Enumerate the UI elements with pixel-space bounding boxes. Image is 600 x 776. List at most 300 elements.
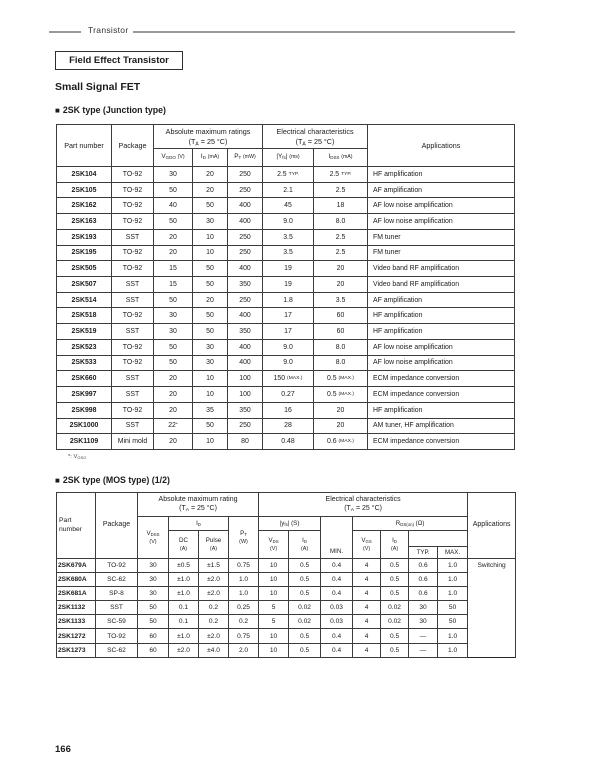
pt-cell: 250 xyxy=(228,418,263,434)
table-row xyxy=(57,245,515,261)
rds-typ-cell: 0.6 xyxy=(409,573,438,587)
vgs-cell: 4 xyxy=(353,601,381,615)
idss-cell: 3.5 xyxy=(314,292,368,308)
vgdo-cell: 50 xyxy=(154,292,193,308)
col-id-b: $I_D$ (A) xyxy=(381,531,409,559)
package-cell: TO-92 xyxy=(112,214,154,230)
rds-max-cell: 50 xyxy=(438,601,468,615)
id-cell: 30 xyxy=(193,355,228,371)
table-row xyxy=(57,402,515,418)
pt-cell: 1.0 xyxy=(229,587,259,601)
vgdo-cell: 50 xyxy=(154,214,193,230)
id-cell: 20 xyxy=(193,292,228,308)
footnote-sub: GSO xyxy=(77,455,87,460)
vgdo-cell: 30 xyxy=(154,324,193,340)
yfs-min-cell: 0.4 xyxy=(321,587,353,601)
pt-cell: 250 xyxy=(228,182,263,198)
col-applications: Applications xyxy=(468,493,516,559)
part-number-cell: 2SK195 xyxy=(57,245,112,261)
yfs-cell: 17 xyxy=(263,308,314,324)
rds-typ-cell: 30 xyxy=(409,615,438,629)
application-cell: AF low noise amplification xyxy=(368,198,515,214)
pt-cell: 250 xyxy=(228,292,263,308)
col-part-number: Part number xyxy=(57,493,96,559)
id-pulse-cell: ±2.0 xyxy=(199,573,229,587)
vgs-cell: 4 xyxy=(353,587,381,601)
col-applications: Applications xyxy=(368,125,515,167)
vgs-cell: 4 xyxy=(353,643,381,657)
rds-spacer-cell xyxy=(409,531,468,547)
footnote-text: *: V xyxy=(68,454,78,460)
application-cell: ECM impedance conversion xyxy=(368,371,515,387)
yfs-cell: 1.8 xyxy=(263,292,314,308)
col-pt: $P_T$ (W) xyxy=(229,517,259,559)
part-number-cell: 2SK1132 xyxy=(57,601,96,615)
id2-cell: 0.02 xyxy=(381,615,409,629)
vgdo-cell: 40 xyxy=(154,198,193,214)
vds-cell: 10 xyxy=(259,629,289,643)
application-cell xyxy=(468,601,516,615)
pt-cell: 350 xyxy=(228,324,263,340)
col-group-yfs: $|y_{fs}|$ (S) xyxy=(259,517,321,531)
yfs-cell: 0.48 xyxy=(263,434,314,450)
header-rule-left xyxy=(49,31,81,33)
package-cell: TO-92 xyxy=(112,402,154,418)
vdss-cell: 50 xyxy=(138,601,169,615)
section-title-junction-label: 2SK type (Junction type) xyxy=(62,105,166,115)
vds-cell: 5 xyxy=(259,601,289,615)
id-pulse-cell: ±4.0 xyxy=(199,643,229,657)
id-dc-cell: 0.1 xyxy=(169,601,199,615)
table-row xyxy=(57,371,515,387)
id-cell: 30 xyxy=(193,214,228,230)
package-cell: SST xyxy=(112,418,154,434)
vgdo-cell: 20 xyxy=(154,387,193,403)
page-number: 166 xyxy=(55,744,71,755)
abs-max-label: Absolute maximum ratings xyxy=(165,127,251,137)
rds-typ-cell: 0.6 xyxy=(409,559,438,573)
part-number-cell: 2SK1000 xyxy=(57,418,112,434)
yfs-min-cell: 0.03 xyxy=(321,601,353,615)
id2-cell: 0.5 xyxy=(381,629,409,643)
application-cell: HF amplification xyxy=(368,308,515,324)
package-cell: TO-92 xyxy=(112,245,154,261)
table-row xyxy=(57,182,515,198)
idss-cell: 8.0 xyxy=(314,214,368,230)
part-number-cell: 2SK104 xyxy=(57,167,112,183)
rds-typ-cell: — xyxy=(409,629,438,643)
application-cell: ECM impedance conversion xyxy=(368,387,515,403)
part-number-cell: 2SK679A xyxy=(57,559,96,573)
section-title-mos xyxy=(55,475,170,485)
page-title: Small Signal FET xyxy=(55,81,141,93)
table-row xyxy=(57,355,515,371)
application-cell: Switching xyxy=(468,559,516,573)
yfs-cell: 9.0 xyxy=(263,339,314,355)
idss-cell: 2.5 xyxy=(314,229,368,245)
rds-typ-cell: 30 xyxy=(409,601,438,615)
idss-cell: 0.5 (MAX.) xyxy=(314,387,368,403)
package-cell: SST xyxy=(112,292,154,308)
package-cell: SST xyxy=(96,601,138,615)
yfs-cell: 16 xyxy=(263,402,314,418)
application-cell: HF amplification xyxy=(368,167,515,183)
id-cell: 10 xyxy=(193,245,228,261)
id-cell: 50 xyxy=(193,261,228,277)
rds-max-cell: 50 xyxy=(438,615,468,629)
package-cell: SST xyxy=(112,371,154,387)
vgdo-cell: 30 xyxy=(154,308,193,324)
vdss-cell: 30 xyxy=(138,587,169,601)
section-title-junction xyxy=(55,105,166,115)
footnote xyxy=(68,454,86,460)
package-cell: SST xyxy=(112,229,154,245)
col-part-number: Part number xyxy=(57,125,112,167)
pt-cell: 250 xyxy=(228,229,263,245)
part-number-cell: 2SK505 xyxy=(57,261,112,277)
yfs-cell: 2.5 TYP. xyxy=(263,167,314,183)
table-row xyxy=(57,198,515,214)
id-pulse-cell: ±1.5 xyxy=(199,559,229,573)
id-cell: 0.5 xyxy=(289,573,321,587)
vgdo-cell: 20 xyxy=(154,229,193,245)
application-cell: FM tuner xyxy=(368,245,515,261)
yfs-min-cell: 0.4 xyxy=(321,573,353,587)
abs-max-cond-post: = 25 °C) xyxy=(198,136,228,146)
vds-cell: 5 xyxy=(259,615,289,629)
mos-type-table xyxy=(56,492,516,658)
part-number-cell: 2SK998 xyxy=(57,402,112,418)
id2-cell: 0.5 xyxy=(381,587,409,601)
col-id-dc: DC (A) xyxy=(169,531,199,559)
vgdo-cell: 20 xyxy=(154,434,193,450)
application-cell: HF amplification xyxy=(368,402,515,418)
pt-cell: 0.75 xyxy=(229,629,259,643)
vdss-cell: 60 xyxy=(138,643,169,657)
pt-cell: 250 xyxy=(228,167,263,183)
pt-cell: 2.0 xyxy=(229,643,259,657)
vds-cell: 10 xyxy=(259,587,289,601)
part-number-cell: 2SK1133 xyxy=(57,615,96,629)
package-cell: TO-92 xyxy=(96,559,138,573)
table-row xyxy=(57,214,515,230)
part-number-cell: 2SK997 xyxy=(57,387,112,403)
vgdo-cell: 50 xyxy=(154,182,193,198)
table-row xyxy=(57,229,515,245)
id-pulse-cell: ±2.0 xyxy=(199,629,229,643)
col-id-pulse: Pulse (A) xyxy=(199,531,229,559)
col-vgdo: $V_{GDO}$ (V) xyxy=(154,149,193,167)
pt-cell: 400 xyxy=(228,355,263,371)
table-row xyxy=(57,324,515,340)
vgdo-cell: 22* xyxy=(154,418,193,434)
id-dc-cell: ±1.0 xyxy=(169,629,199,643)
application-cell xyxy=(468,629,516,643)
pt-cell: 400 xyxy=(228,198,263,214)
table-row xyxy=(57,308,515,324)
part-number-cell: 2SK162 xyxy=(57,198,112,214)
col-package: Package xyxy=(96,493,138,559)
rds-max-cell: 1.0 xyxy=(438,643,468,657)
application-cell: AF amplification xyxy=(368,182,515,198)
id-cell: 0.5 xyxy=(289,629,321,643)
package-cell: TO-92 xyxy=(112,182,154,198)
col-yfs: $|Y_{fs}|$ (ms) xyxy=(263,149,314,167)
pt-cell: 100 xyxy=(228,387,263,403)
vgs-cell: 4 xyxy=(353,573,381,587)
vgdo-cell: 20 xyxy=(154,371,193,387)
pt-cell: 0.2 xyxy=(229,615,259,629)
id-cell: 10 xyxy=(193,387,228,403)
id-cell: 20 xyxy=(193,167,228,183)
abs-max-label: Absolute maximum rating xyxy=(158,495,238,503)
vgdo-cell: 50 xyxy=(154,339,193,355)
vgdo-cell: 50 xyxy=(154,355,193,371)
pt-cell: 100 xyxy=(228,371,263,387)
vdss-cell: 30 xyxy=(138,559,169,573)
table-row xyxy=(57,292,515,308)
rds-max-cell: 1.0 xyxy=(438,573,468,587)
rds-typ-cell: 0.6 xyxy=(409,587,438,601)
id-cell: 0.02 xyxy=(289,601,321,615)
yfs-cell: 0.27 xyxy=(263,387,314,403)
idss-cell: 8.0 xyxy=(314,339,368,355)
package-cell: SP-8 xyxy=(96,587,138,601)
abs-max-cond-sub: A xyxy=(195,140,199,147)
abs-max-cond: (T xyxy=(188,136,196,146)
part-number-cell: 2SK680A xyxy=(57,573,96,587)
col-id: $I_D$ (mA) xyxy=(193,149,228,167)
section-title-mos-label: 2SK type (MOS type) (1/2) xyxy=(62,475,170,485)
idss-cell: 18 xyxy=(314,198,368,214)
table-row xyxy=(57,434,515,450)
yfs-min-cell: 0.4 xyxy=(321,629,353,643)
idss-cell: 60 xyxy=(314,324,368,340)
col-group-elec: Electrical characteristics ($T_A = 25$ °C) xyxy=(259,493,468,517)
package-cell: TO-92 xyxy=(112,308,154,324)
header-rule-right xyxy=(133,31,515,33)
table-row xyxy=(57,339,515,355)
col-id-a: $I_D$ (A) xyxy=(289,531,321,559)
fet-title-label: Field Effect Transistor xyxy=(69,55,169,66)
pt-cell: 80 xyxy=(228,434,263,450)
table-row xyxy=(57,261,515,277)
id-cell: 50 xyxy=(193,418,228,434)
idss-cell: 20 xyxy=(314,402,368,418)
part-number-cell: 2SK523 xyxy=(57,339,112,355)
id-cell: 10 xyxy=(193,434,228,450)
vds-cell: 10 xyxy=(259,573,289,587)
yfs-cell: 45 xyxy=(263,198,314,214)
id2-cell: 0.02 xyxy=(381,601,409,615)
application-cell xyxy=(468,587,516,601)
elec-cond-post: = 25 °C) xyxy=(305,136,335,146)
elec-label: Electrical characteristics xyxy=(276,127,354,137)
package-cell: TO-92 xyxy=(112,339,154,355)
col-typ: TYP. xyxy=(409,547,438,559)
vgs-cell: 4 xyxy=(353,629,381,643)
package-cell: TO-92 xyxy=(112,355,154,371)
id-cell: 10 xyxy=(193,229,228,245)
package-cell: TO-92 xyxy=(112,198,154,214)
rds-typ-cell: — xyxy=(409,643,438,657)
id-pulse-cell: 0.2 xyxy=(199,615,229,629)
application-cell: Video band RF amplification xyxy=(368,277,515,293)
table-row xyxy=(57,573,516,587)
col-group-abs-max xyxy=(154,125,263,149)
part-number-cell: 2SK514 xyxy=(57,292,112,308)
yfs-min-cell: 0.4 xyxy=(321,643,353,657)
part-number-cell: 2SK193 xyxy=(57,229,112,245)
vds-cell: 10 xyxy=(259,559,289,573)
part-number-cell: 2SK1272 xyxy=(57,629,96,643)
table-row xyxy=(57,387,515,403)
col-group-id: $I_D$ xyxy=(169,517,229,531)
vgdo-cell: 15 xyxy=(154,277,193,293)
square-bullet-icon: ■ xyxy=(55,106,60,115)
table-row xyxy=(57,615,516,629)
pt-cell: 350 xyxy=(228,402,263,418)
id-cell: 10 xyxy=(193,371,228,387)
pt-cell: 400 xyxy=(228,261,263,277)
idss-cell: 20 xyxy=(314,277,368,293)
pt-cell: 400 xyxy=(228,339,263,355)
idss-cell: 2.5 xyxy=(314,182,368,198)
vgs-cell: 4 xyxy=(353,615,381,629)
id-pulse-cell: ±2.0 xyxy=(199,587,229,601)
rds-max-cell: 1.0 xyxy=(438,587,468,601)
vgdo-cell: 20 xyxy=(154,245,193,261)
col-vdss: $V_{DSS}$ (V) xyxy=(138,517,169,559)
yfs-cell: 19 xyxy=(263,277,314,293)
idss-cell: 60 xyxy=(314,308,368,324)
yfs-min-cell: 0.4 xyxy=(321,559,353,573)
package-cell: SST xyxy=(112,324,154,340)
elec-cond-sub: A xyxy=(302,140,306,147)
part-number-cell: 2SK518 xyxy=(57,308,112,324)
yfs-cell: 9.0 xyxy=(263,355,314,371)
square-bullet-icon: ■ xyxy=(55,476,60,485)
application-cell: Video band RF amplification xyxy=(368,261,515,277)
header-label: Transistor xyxy=(88,25,129,35)
col-vds: $V_{DS}$ (V) xyxy=(259,531,289,559)
idss-cell: 2.5 TYP. xyxy=(314,167,368,183)
id-dc-cell: 0.1 xyxy=(169,615,199,629)
id-cell: 0.5 xyxy=(289,587,321,601)
part-number-cell: 2SK533 xyxy=(57,355,112,371)
yfs-cell: 9.0 xyxy=(263,214,314,230)
yfs-cell: 17 xyxy=(263,324,314,340)
table-row xyxy=(57,587,516,601)
id-cell: 20 xyxy=(193,182,228,198)
id-cell: 0.5 xyxy=(289,559,321,573)
vgs-cell: 4 xyxy=(353,559,381,573)
pt-cell: 250 xyxy=(228,245,263,261)
application-cell xyxy=(468,573,516,587)
id-dc-cell: ±1.0 xyxy=(169,587,199,601)
application-cell: AF low noise amplification xyxy=(368,339,515,355)
idss-cell: 20 xyxy=(314,261,368,277)
id-cell: 0.5 xyxy=(289,643,321,657)
application-cell: AF low noise amplification xyxy=(368,355,515,371)
application-cell: HF amplification xyxy=(368,324,515,340)
application-cell xyxy=(468,643,516,657)
col-min: MIN. xyxy=(321,517,353,559)
id-cell: 50 xyxy=(193,277,228,293)
col-pt: $P_T$ (mW) xyxy=(228,149,263,167)
table-row xyxy=(57,418,515,434)
table-row xyxy=(57,559,516,573)
table-row xyxy=(57,629,516,643)
col-package: Package xyxy=(112,125,154,167)
application-cell: FM tuner xyxy=(368,229,515,245)
col-group-elec xyxy=(263,125,368,149)
id-cell: 50 xyxy=(193,308,228,324)
pt-cell: 0.25 xyxy=(229,601,259,615)
yfs-cell: 3.5 xyxy=(263,229,314,245)
vgdo-cell: 30 xyxy=(154,167,193,183)
application-cell xyxy=(468,615,516,629)
package-cell: Mini mold xyxy=(112,434,154,450)
id-cell: 0.02 xyxy=(289,615,321,629)
fet-title-box xyxy=(55,51,183,70)
col-idss: $I_{DSS}$ (mA) xyxy=(314,149,368,167)
application-cell: AF amplification xyxy=(368,292,515,308)
pt-cell: 350 xyxy=(228,277,263,293)
id-cell: 50 xyxy=(193,324,228,340)
col-group-rds: $R_{DS(on)}$ (Ω) xyxy=(353,517,468,531)
part-number-cell: 2SK1109 xyxy=(57,434,112,450)
col-vgs: $V_{GS}$ (V) xyxy=(353,531,381,559)
yfs-cell: 150 (MAX.) xyxy=(263,371,314,387)
idss-cell: 0.5 (MAX.) xyxy=(314,371,368,387)
junction-type-table xyxy=(56,124,515,450)
vdss-cell: 50 xyxy=(138,615,169,629)
package-cell: TO-92 xyxy=(112,167,154,183)
vds-cell: 10 xyxy=(259,643,289,657)
id-cell: 30 xyxy=(193,339,228,355)
yfs-min-cell: 0.03 xyxy=(321,615,353,629)
part-number-cell: 2SK105 xyxy=(57,182,112,198)
yfs-cell: 3.5 xyxy=(263,245,314,261)
part-number-cell: 2SK681A xyxy=(57,587,96,601)
id-dc-cell: ±0.5 xyxy=(169,559,199,573)
pt-cell: 1.0 xyxy=(229,573,259,587)
pt-cell: 0.75 xyxy=(229,559,259,573)
package-cell: SC-59 xyxy=(96,615,138,629)
id-dc-cell: ±1.0 xyxy=(169,573,199,587)
id-cell: 35 xyxy=(193,402,228,418)
rds-max-cell: 1.0 xyxy=(438,559,468,573)
part-number-cell: 2SK1273 xyxy=(57,643,96,657)
idss-cell: 0.6 (MAX.) xyxy=(314,434,368,450)
table-row xyxy=(57,643,516,657)
yfs-cell: 2.1 xyxy=(263,182,314,198)
package-cell: TO-92 xyxy=(96,629,138,643)
part-number-cell: 2SK507 xyxy=(57,277,112,293)
application-cell: AM tuner, HF amplification xyxy=(368,418,515,434)
package-cell: SC-62 xyxy=(96,643,138,657)
vgdo-cell: 15 xyxy=(154,261,193,277)
col-group-abs-max: Absolute maximum rating ($T_A = 25$ °C) xyxy=(138,493,259,517)
part-number-cell: 2SK660 xyxy=(57,371,112,387)
id2-cell: 0.5 xyxy=(381,559,409,573)
id-pulse-cell: 0.2 xyxy=(199,601,229,615)
application-cell: ECM impedance conversion xyxy=(368,434,515,450)
yfs-cell: 28 xyxy=(263,418,314,434)
part-number-cell: 2SK519 xyxy=(57,324,112,340)
id-dc-cell: ±2.0 xyxy=(169,643,199,657)
